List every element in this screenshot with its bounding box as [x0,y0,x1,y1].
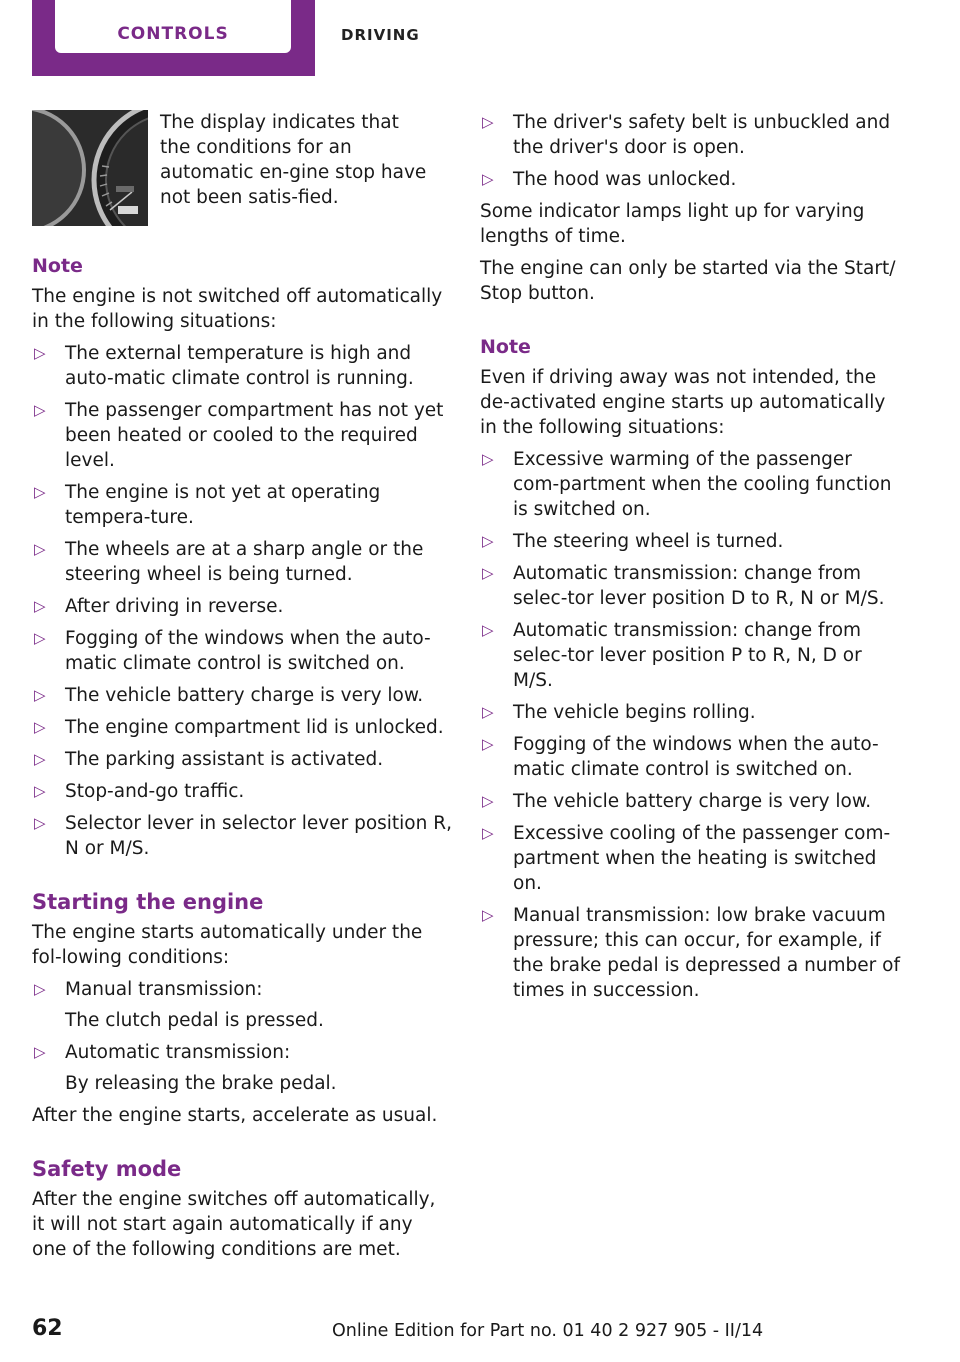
tab-driving[interactable]: DRIVING [341,26,420,44]
bullet-arrow-icon: ▷ [482,824,494,842]
bullet-arrow-icon: ▷ [34,750,46,768]
bullet-arrow-icon: ▷ [482,113,494,131]
list-item: ▷ Fogging of the windows when the auto-matic climate control is switched on. [34,628,431,674]
list-item: ▷ The vehicle battery charge is very low. [34,685,424,706]
bullet-arrow-icon: ▷ [34,686,46,704]
list-item: ▷ The hood was unlocked. [482,169,737,190]
right-column [480,110,900,1010]
list-item: ▷ The vehicle battery charge is very low. [482,791,872,812]
bullet-arrow-icon: ▷ [34,344,46,362]
bullet-arrow-icon: ▷ [34,540,46,558]
note-heading: Note [32,255,83,277]
bullet-arrow-icon: ▷ [482,450,494,468]
bullet-arrow-icon: ▷ [482,735,494,753]
bullet-arrow-icon: ▷ [34,1043,46,1061]
figure-caption: The display indicates that the conditions for an automatic en-gine stop have not been satis-fied. [160,112,427,208]
list-item: ▷ Manual transmission: The clutch pedal is pressed. [34,979,324,1031]
starting-list [32,977,452,1096]
bullet-arrow-icon: ▷ [482,532,494,550]
note-intro: The engine is not switched off automatically in the following situations: [32,286,443,332]
bullet-arrow-icon: ▷ [482,564,494,582]
startstop-text: The engine can only be started via the Start/ Stop button. [480,258,896,304]
list-item: ▷ Manual transmission: low brake vacuum pressure; this can occur, for example, if the brake pedal is depressed a number of times in succession. [482,905,900,1001]
bullet-arrow-icon: ▷ [482,703,494,721]
bullet-arrow-icon: ▷ [482,906,494,924]
footer-edition: Online Edition for Part no. 01 40 2 927 905 - II/14 [332,1321,764,1341]
list-item: ▷ Fogging of the windows when the auto-matic climate control is switched on. [482,734,879,780]
list-item: ▷ The parking assistant is activated. [34,749,384,770]
list-item: ▷ Excessive cooling of the passenger com-partment when the heating is switched on. [482,823,891,894]
page-number: 62 [32,1316,63,1341]
starting-intro: The engine starts automatically under the fol-lowing conditions: [32,922,423,968]
note-list [480,447,900,1003]
list-item: ▷ The external temperature is high and auto-matic climate control is running. [34,343,414,389]
section-heading-starting: Starting the engine [32,890,264,914]
left-column [32,110,452,1269]
list-item: ▷ Automatic transmission: change from selec-tor lever position P to R, N, D or M/S. [482,620,862,691]
note-intro: Even if driving away was not intended, the de-activated engine starts up automatically in the following situations: [480,367,886,438]
starting-after: After the engine starts, accelerate as usual. [32,1105,438,1126]
list-item: ▷ The driver's safety belt is unbuckled and the driver's door is open. [482,112,891,158]
list-item: ▷ The passenger compartment has not yet been heated or cooled to the required level. [34,400,444,471]
bullet-arrow-icon: ▷ [34,401,46,419]
safety-list [480,110,900,192]
note-list [32,341,452,861]
bullet-arrow-icon: ▷ [34,629,46,647]
bullet-arrow-icon: ▷ [34,782,46,800]
indicator-text: Some indicator lamps light up for varying lengths of time. [480,201,865,247]
section-heading-safety: Safety mode [32,1157,182,1181]
bullet-arrow-icon: ▷ [34,814,46,832]
figure-block [32,110,452,226]
list-item: ▷ After driving in reverse. [34,596,284,617]
list-item: ▷ The engine is not yet at operating tempera-ture. [34,482,381,528]
tab-controls-label: CONTROLS [117,24,229,44]
safety-text: After the engine switches off automatically, it will not start again automatically if any one of the following conditions are met. [32,1189,436,1260]
list-item: ▷ Automatic transmission: By releasing the brake pedal. [34,1042,337,1094]
note-heading: Note [480,336,531,358]
bullet-arrow-icon: ▷ [482,621,494,639]
list-item: ▷ The steering wheel is turned. [482,531,784,552]
list-item: ▷ The vehicle begins rolling. [482,702,756,723]
list-item: ▷ The wheels are at a sharp angle or the steering wheel is being turned. [34,539,424,585]
bullet-arrow-icon: ▷ [34,980,46,998]
list-item: ▷ Selector lever in selector lever position R, N or M/S. [34,813,452,859]
bullet-arrow-icon: ▷ [34,718,46,736]
tab-controls[interactable] [55,0,291,53]
list-item: ▷ Automatic transmission: change from selec-tor lever position D to R, N or M/S. [482,563,885,609]
bullet-arrow-icon: ▷ [482,792,494,810]
bullet-arrow-icon: ▷ [482,170,494,188]
list-item: ▷ Excessive warming of the passenger com-partment when the cooling function is switched on. [482,449,892,520]
bullet-arrow-icon: ▷ [34,597,46,615]
list-item: ▷ Stop-and-go traffic. [34,781,245,802]
list-item: ▷ The engine compartment lid is unlocked. [34,717,444,738]
instrument-cluster-image [32,110,148,226]
bullet-arrow-icon: ▷ [34,483,46,501]
